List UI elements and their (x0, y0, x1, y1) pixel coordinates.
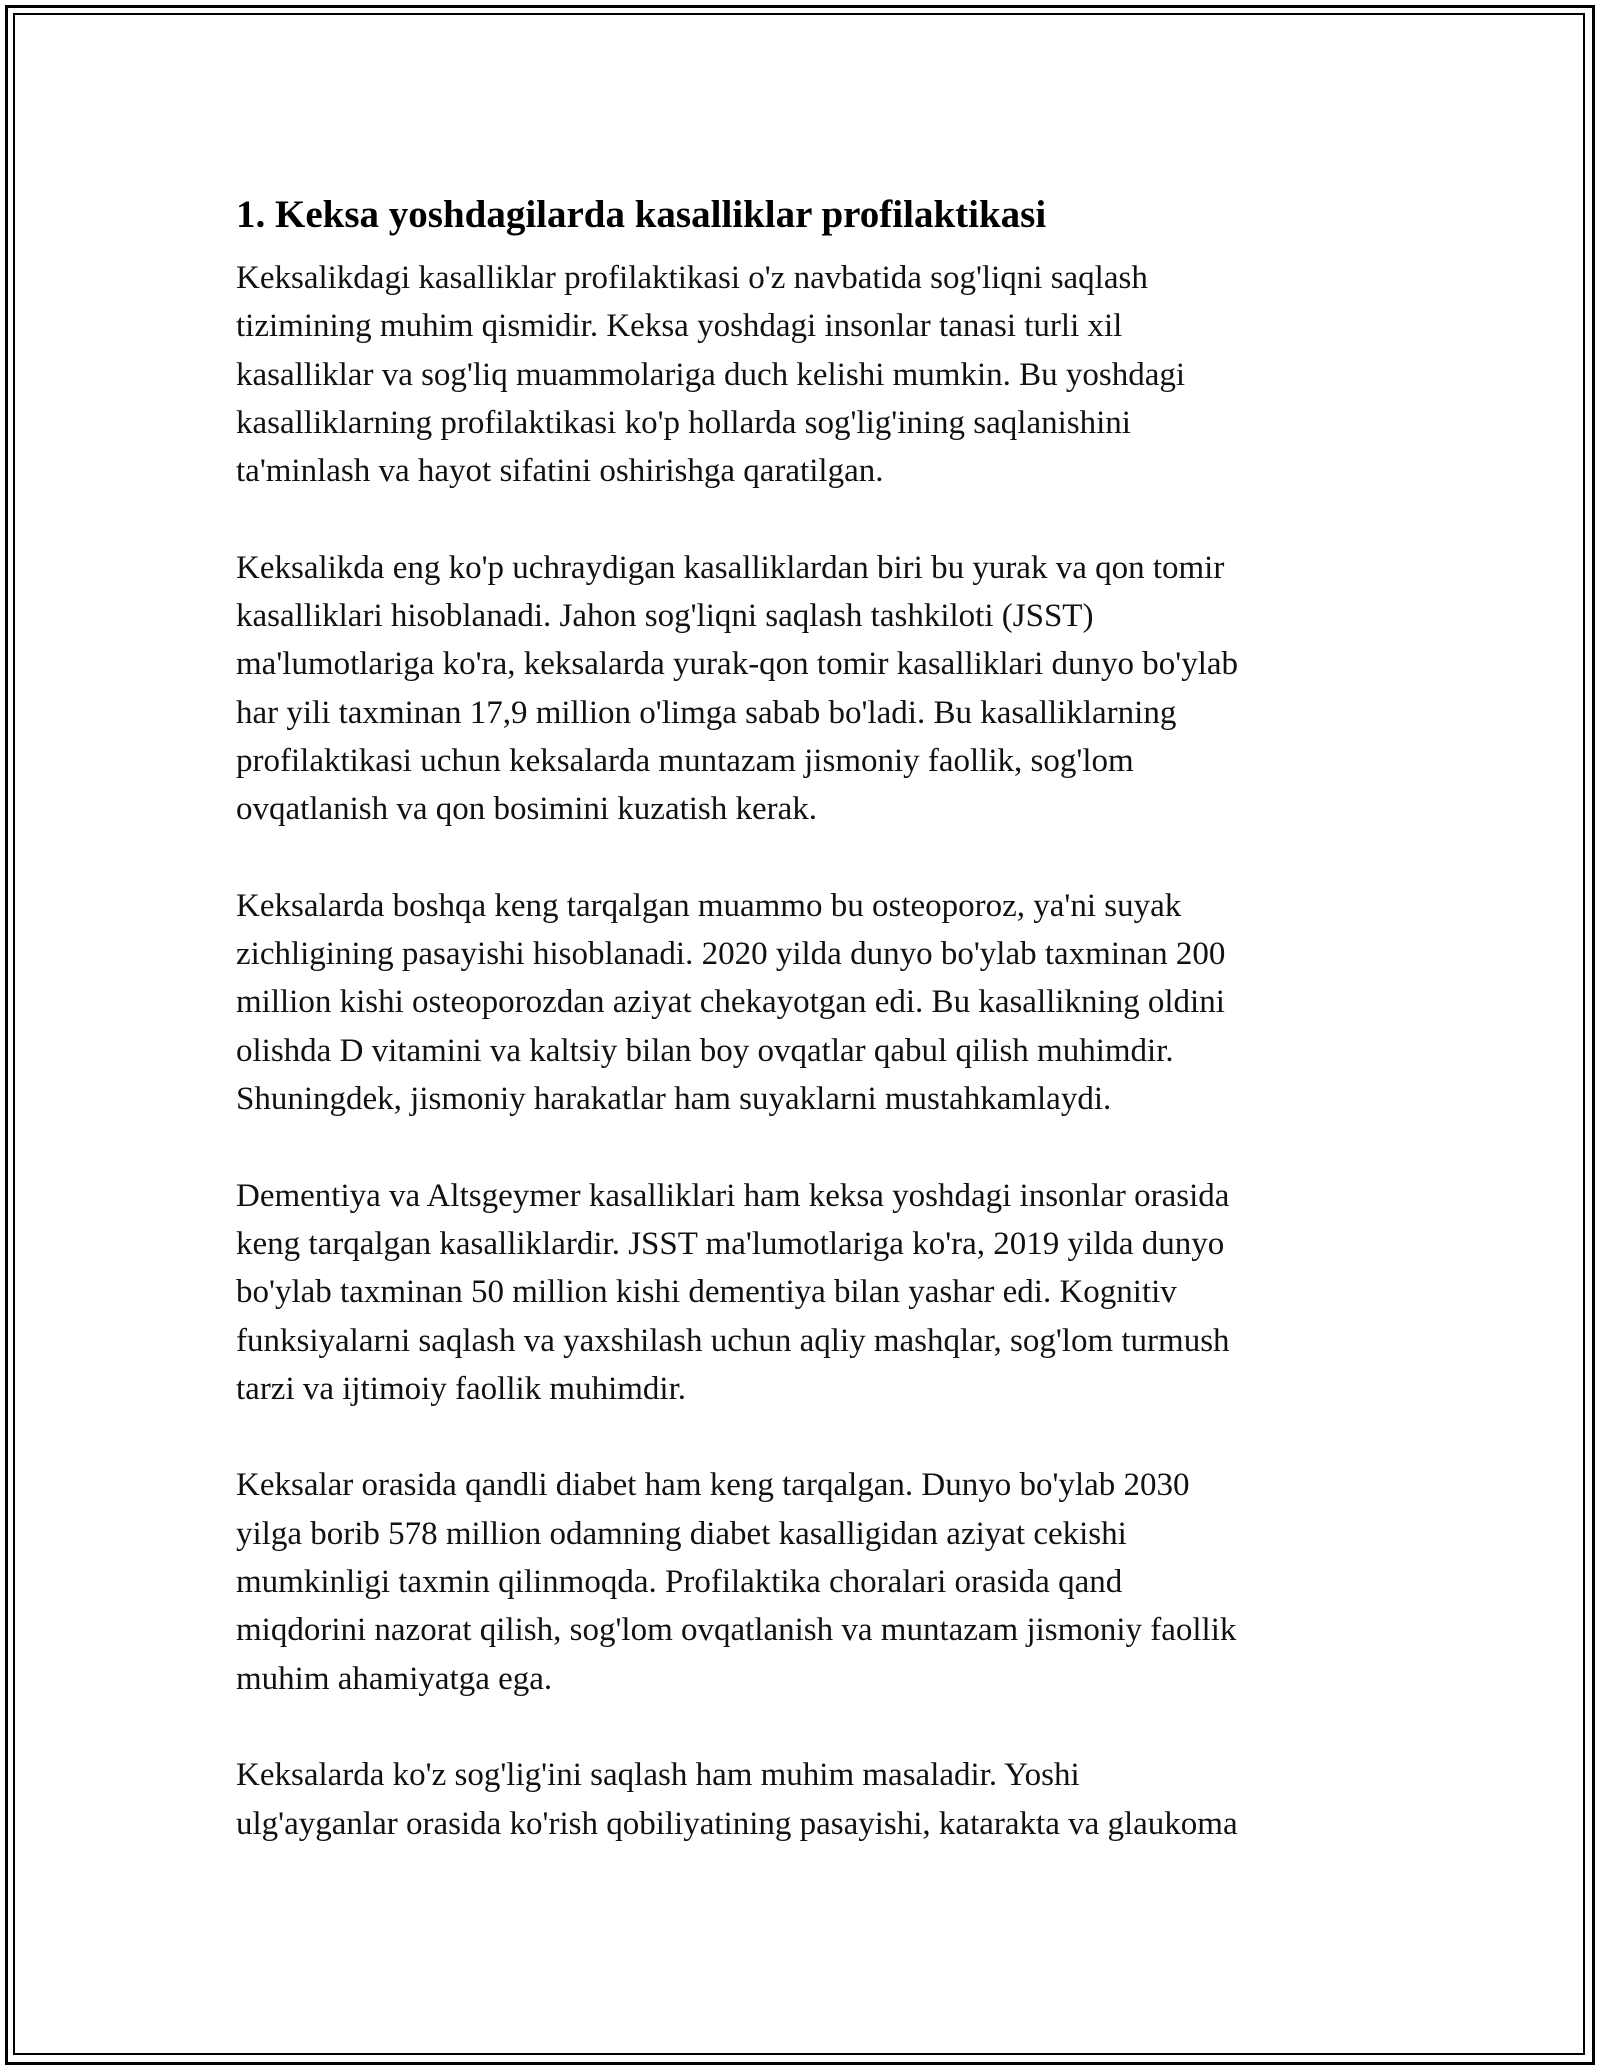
text-line: profilaktikasi uchun keksalarda muntazam jismoniy faollik, sog'lom (236, 742, 1134, 779)
text-line: miqdorini nazorat qilish, sog'lom ovqatlanish va muntazam jismoniy faollik (236, 1612, 1237, 1649)
paragraph-3 (236, 882, 1366, 1123)
text-line: bo'ylab taxminan 50 million kishi dementiya bilan yashar edi. Kognitiv (236, 1274, 1177, 1311)
text-line: ta'minlash va hayot sifatini oshirishga qaratilgan. (236, 453, 884, 490)
text-line: Dementiya va Altsgeymer kasalliklari ham keksa yoshdagi insonlar orasida (236, 1177, 1230, 1214)
text-line: tarzi va ijtimoiy faollik muhimdir. (236, 1370, 687, 1407)
paragraph-2 (236, 544, 1366, 834)
text-line: zichligining pasayishi hisoblanadi. 2020 yilda dunyo bo'ylab taxminan 200 (236, 936, 1226, 973)
paragraph-4 (236, 1172, 1366, 1413)
page-title: 1. Keksa yoshdagilarda kasalliklar profilaktikasi (236, 193, 1047, 236)
text-line: Keksalikdagi kasalliklar profilaktikasi o'z navbatida sog'liqni saqlash (236, 260, 1148, 296)
text-line: Keksalikda eng ko'p uchraydigan kasalliklardan biri bu yurak va qon tomir (236, 549, 1225, 586)
text-line: yilga borib 578 million odamning diabet kasalligidan aziyat cekishi (236, 1515, 1127, 1552)
text-line: kasalliklarning profilaktikasi ko'p hollarda sog'lig'ining saqlanishini (236, 404, 1131, 441)
text-line: ovqatlanish va qon bosimini kuzatish kerak. (236, 791, 818, 828)
text-line: ma'lumotlariga ko'ra, keksalarda yurak-qon tomir kasalliklari dunyo bo'ylab (236, 646, 1239, 683)
paragraph-5 (236, 1461, 1366, 1702)
text-line: Keksalar orasida qandli diabet ham keng tarqalgan. Dunyo bo'ylab 2030 (236, 1467, 1190, 1504)
document-body (236, 188, 1366, 1896)
text-line: Keksalarda boshqa keng tarqalgan muammo bu osteoporoz, ya'ni suyak (236, 887, 1182, 924)
paragraph-6 (236, 1751, 1366, 1848)
text-line: olishda D vitamini va kaltsiy bilan boy ovqatlar qabul qilish muhimdir. (236, 1032, 1174, 1069)
text-line: har yili taxminan 17,9 million o'limga sabab bo'ladi. Bu kasalliklarning (236, 694, 1177, 731)
text-line: kasalliklar va sog'liq muammolariga duch kelishi mumkin. Bu yoshdagi (236, 356, 1186, 393)
text-line: Shuningdek, jismoniy harakatlar ham suyaklarni mustahkamlaydi. (236, 1081, 1112, 1118)
text-line: muhim ahamiyatga ega. (236, 1660, 553, 1697)
text-line: kasalliklari hisoblanadi. Jahon sog'liqni saqlash tashkiloti (JSST) (236, 598, 1094, 635)
text-line: funksiyalarni saqlash va yaxshilash uchun aqliy mashqlar, sog'lom turmush (236, 1322, 1230, 1359)
paragraph-1 (236, 254, 1366, 495)
text-line: tizimining muhim qismidir. Keksa yoshdagi insonlar tanasi turli xil (236, 308, 1123, 345)
text-line: keng tarqalgan kasalliklardir. JSST ma'lumotlariga ko'ra, 2019 yilda dunyo (236, 1225, 1225, 1262)
text-line: million kishi osteoporozdan aziyat chekayotgan edi. Bu kasallikning oldini (236, 984, 1225, 1021)
text-line: Keksalarda ko'z sog'lig'ini saqlash ham muhim masaladir. Yoshi (236, 1757, 1080, 1794)
text-line: ulg'ayganlar orasida ko'rish qobiliyatining pasayishi, katarakta va glaukoma (236, 1805, 1238, 1842)
text-line: mumkinligi taxmin qilinmoqda. Profilaktika choralari orasida qand (236, 1564, 1123, 1601)
